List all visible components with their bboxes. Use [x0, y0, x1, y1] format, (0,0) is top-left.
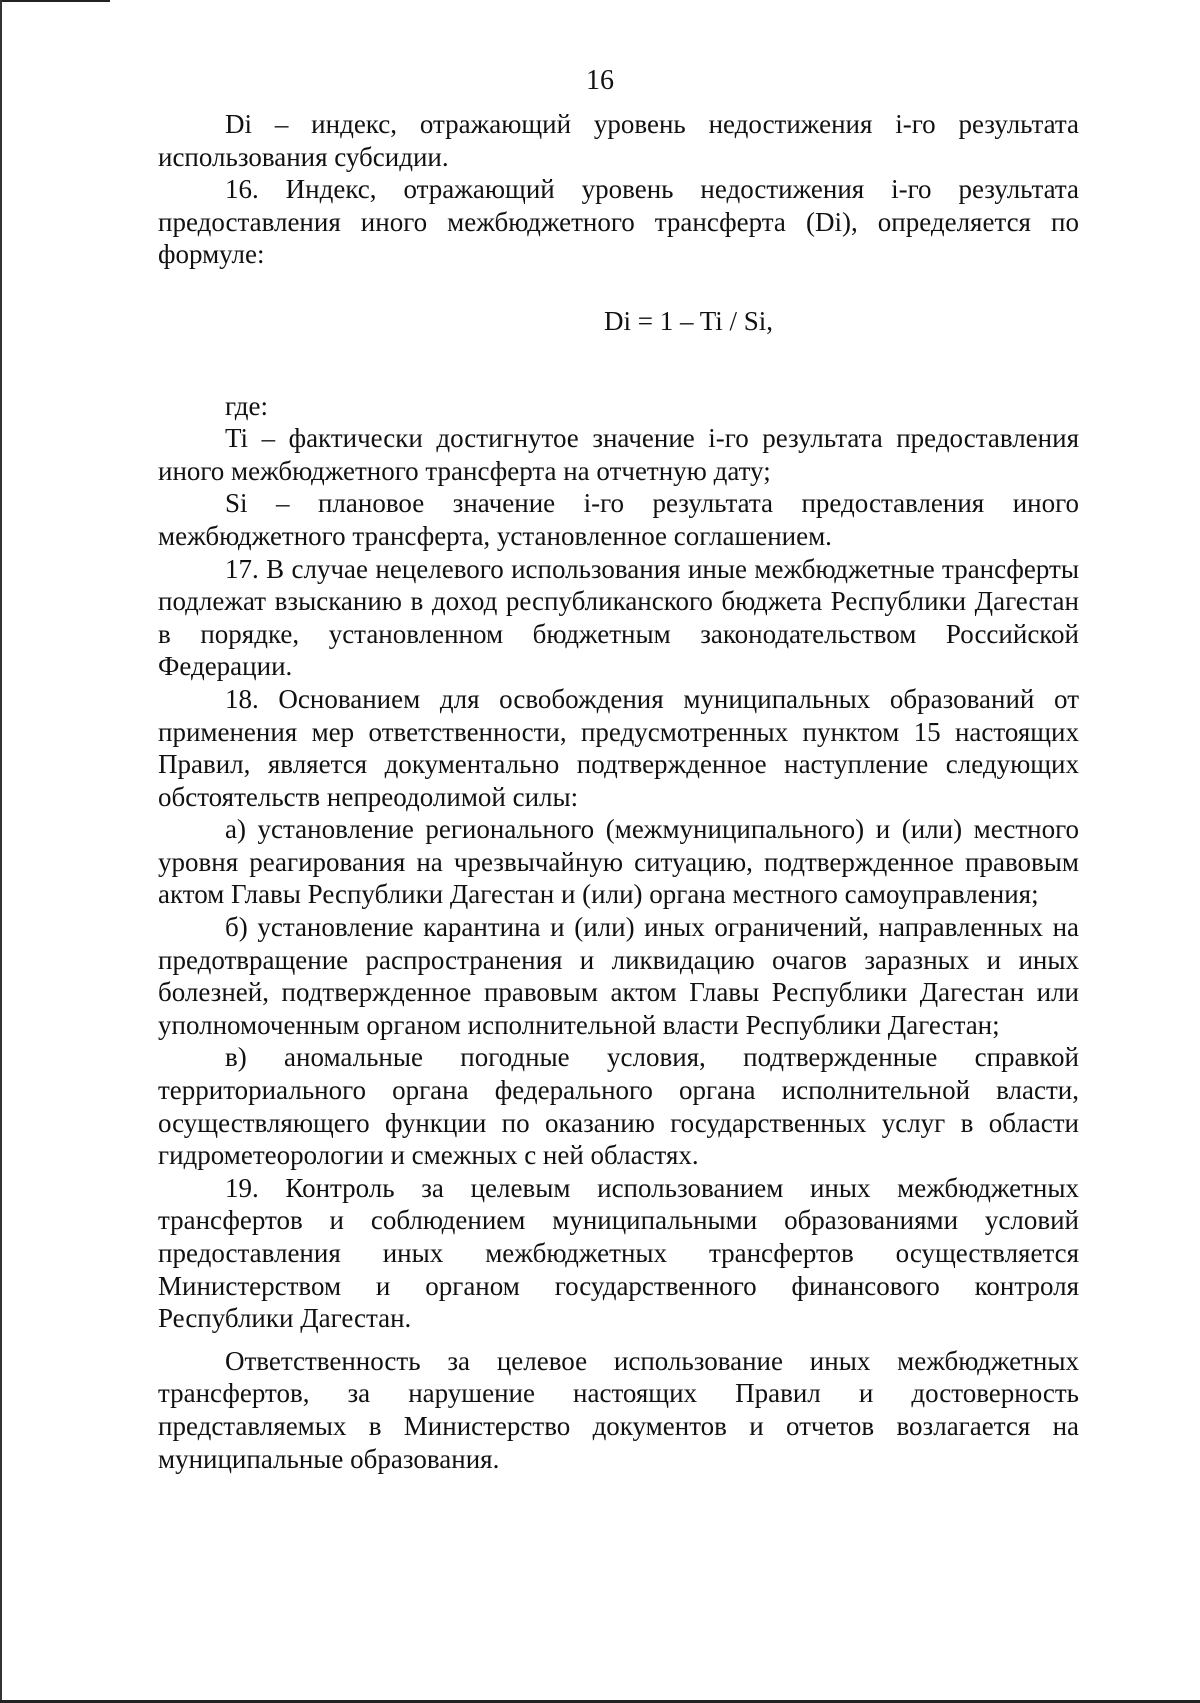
page-number: 16 — [586, 65, 614, 96]
paragraph-19: 19. Контроль за целевым использованием иных межбюджетных трансфертов и соблюдением муниципальными образованиями условий предоставления иных межбюджетных трансфертов осуществляется Министерством и органом государственного финансового контроля Республики Дагестан. — [158, 1172, 1079, 1334]
paragraph-where: где: — [225, 390, 268, 421]
paragraph-ti-definition: Ti – фактически достигнутое значение i-го результата предоставления иного межбюджетного трансферта на отчетную дату; — [158, 423, 1079, 486]
formula: Di = 1 – Ti / Si, — [603, 305, 774, 336]
paragraph-responsibility: Ответственность за целевое использование иных межбюджетных трансфертов, за нарушение настоящих Правил и достоверность представляемых в Министерство документов и отчетов возлагается на муниципальные образования. — [158, 1345, 1079, 1474]
document-body — [158, 108, 1079, 1475]
paragraph-di-definition: Di – индекс, отражающий уровень недостижения i-го результата использования субсидии. — [158, 109, 1079, 172]
paragraph-18-a: а) установление регионального (межмуниципального) и (или) местного уровня реагирования на чрезвычайную ситуацию, подтвержденное правовым актом Главы Республики Дагестан и (или) органа местного самоуправления; — [158, 814, 1079, 910]
paragraph-18-v: в) аномальные погодные условия, подтвержденные справкой территориального органа федерального органа исполнительной власти, осуществляющего функции по оказанию государственных услуг в области гидрометеорологии и смежных с ней областях. — [158, 1042, 1079, 1171]
paragraph-17: 17. В случае нецелевого использования иные межбюджетные трансферты подлежат взысканию в доход республиканского бюджета Республики Дагестан в порядке, установленном бюджетным законодательством Российской Федерации. — [158, 553, 1079, 682]
paragraph-18: 18. Основанием для освобождения муниципальных образований от применения мер ответственности, предусмотренных пунктом 15 настоящих Правил, является документально подтвержденное наступление следующих обстоятельств непреодолимой силы: — [158, 683, 1079, 812]
paragraph-18-b: б) установление карантина и (или) иных ограничений, направленных на предотвращение распространения и ликвидацию очагов заразных и иных болезней, подтвержденное правовым актом Главы Республики Дагестан или уполномоченным органом исполнительной власти Республики Дагестан; — [158, 912, 1079, 1040]
scan-edge-left — [0, 0, 2, 1703]
scan-edge-top — [0, 0, 110, 2]
paragraph-16: 16. Индекс, отражающий уровень недостижения i-го результата предоставления иного межбюджетного трансферта (Di), определяется по формуле: — [158, 174, 1079, 270]
paragraph-si-definition: Si – плановое значение i-го результата предоставления иного межбюджетного трансферта, установленное соглашением. — [158, 488, 1079, 551]
